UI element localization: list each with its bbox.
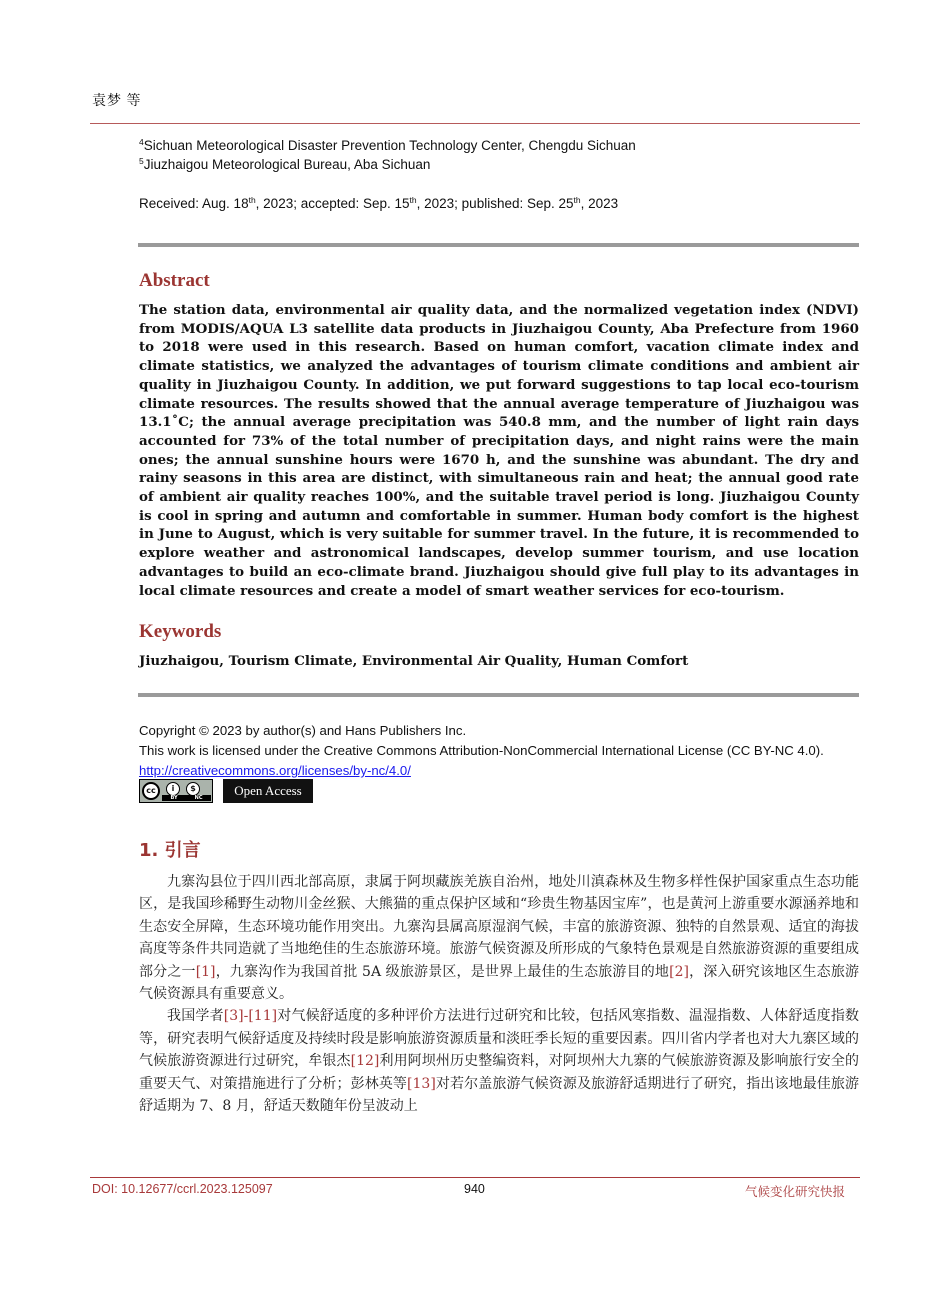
paragraph-text: 九寨沟县位于四川西北部高原，隶属于阿坝藏族羌族自治州，地处川滇森林及生物多样性保护国家重点生态功能区，是我国珍稀野生动物川金丝猴、大熊猫的重点保护区域和“珍贵生物基因宝库”，也是黄河上游重要水源涵养地和生态安全屏障，生态环境功能作用突出。九寨沟县属高原湿润气候，丰富的旅游资源、独特的自然景观、适宜的海拔高度等条件共同造就了当地绝佳的生态旅游环境。旅游气候资源及所形成的气象特色景观是自然旅游资源的重要组成部分之一 bbox=[139, 874, 859, 980]
keywords-text: Jiuzhaigou, Tourism Climate, Environmental Air Quality, Human Comfort bbox=[139, 653, 689, 669]
abstract-text: The station data, environmental air quality data, and the normalized vegetation index (NDVI) from MODIS/AQUA L3 satellite data products in Jiuzhaigou County, Aba Prefecture from 1960 to 2018 were used in this research. Based on human comfort, vacation climate index and climate statistics, we analyzed the advantages of tourism climate conditions and ambient air quality in Jiuzhaigou County. In addition, we put forward suggestions to tap local eco-tourism climate resources. The results showed that the annual average temperature of Jiuzhaigou was 13.1˚C; the annual average precipitation was 540.8 mm, and the number of light rain days accounted for 73% of the total number of precipitation days, and night rains were the main ones; the annual sunshine hours were 1670 h, and the sunshine was abundant. The dry and rainy seasons in this area are distinct, with simultaneous rain and heat; the annual good rate of ambient air quality reaches 100%, and the suitable travel period is long. Jiuzhaigou County is cool in spring and autumn and comfortable in summer. Human body comfort is the highest in June to August, which is very suitable for summer travel. In the future, it is recommended to explore weather and astronomical landscapes, develop summer tourism, and use location advantages to build an eco-climate brand. Jiuzhaigou should give full play to its advantages in local climate resources and create a model of smart weather services for eco-tourism. bbox=[139, 302, 859, 599]
paragraph-text: 我国学者 bbox=[167, 1008, 224, 1025]
intro-heading: 1. 引言 bbox=[139, 840, 201, 861]
cc-icon: cc bbox=[142, 782, 160, 800]
open-access-badge: Open Access bbox=[223, 779, 313, 803]
publication-dates: Received: Aug. 18th, 2023; accepted: Sep. 15th, 2023; published: Sep. 25th, 2023 bbox=[139, 195, 619, 211]
cc-license-strip: BY NC bbox=[162, 795, 211, 801]
section-divider bbox=[138, 243, 859, 247]
affiliation-5: $^5$Jiuzhaigou Meteorological Bureau, Aba Sichuan bbox=[139, 156, 431, 172]
citation-link[interactable]: [2] bbox=[669, 963, 689, 980]
paragraph-text: ，九寨沟作为我国首批 5A 级旅游景区，是世界上最佳的生态旅游目的地 bbox=[215, 963, 670, 980]
intro-paragraph-1 bbox=[139, 871, 859, 1005]
footer-doi: DOI: 10.12677/ccrl.2023.125097 bbox=[92, 1182, 273, 1196]
copyright-line: Copyright © 2023 by author(s) and Hans Publishers Inc. bbox=[139, 723, 467, 738]
header-rule bbox=[90, 123, 860, 124]
cc-by-nc-logo[interactable] bbox=[139, 779, 213, 803]
license-line: This work is licensed under the Creative Commons Attribution-NonCommercial International License (CC BY-NC 4.0). bbox=[139, 743, 824, 758]
paragraph-text: ，深入研究该地区生态旅游气候资源具有重要意义。 bbox=[139, 963, 860, 1003]
affiliation-4: $^4$Sichuan Meteorological Disaster Prevention Technology Center, Chengdu Sichuan bbox=[139, 137, 636, 153]
page-number: 940 bbox=[464, 1182, 485, 1196]
license-link[interactable]: http://creativecommons.org/licenses/by-nc/4.0/ bbox=[139, 763, 411, 778]
citation-link[interactable]: [13] bbox=[407, 1075, 436, 1092]
keywords-heading: Keywords bbox=[139, 621, 222, 642]
paragraph-text: 对若尔盖旅游气候资源及旅游舒适期进行了研究，指出该地最佳旅游舒适期为 7、8 月，舒适天数随年份呈波动上 bbox=[139, 1075, 860, 1115]
citation-link[interactable]: [12] bbox=[350, 1053, 380, 1070]
attribution-icon: i bbox=[166, 782, 180, 796]
intro-body bbox=[139, 871, 859, 1117]
copyright-block bbox=[139, 721, 824, 781]
intro-paragraph-2 bbox=[139, 1005, 859, 1117]
citation-link[interactable]: [1] bbox=[195, 963, 216, 980]
paragraph-text: 对气候舒适度的多种评价方法进行过研究和比较，包括风寒指数、温湿指数、人体舒适度指数等，研究表明气候舒适度及持续时段是影响旅游资源质量和淡旺季长短的重要因素。四川省内学者也对大九寨区域的气候旅游资源进行过研究，牟银杰 bbox=[139, 1008, 860, 1070]
noncommercial-icon: $ bbox=[186, 782, 200, 796]
running-header-author: 袁梦 等 bbox=[92, 94, 142, 109]
abstract-heading: Abstract bbox=[139, 270, 210, 291]
section-divider bbox=[138, 693, 859, 697]
citation-link[interactable]: [3]-[11] bbox=[223, 1008, 278, 1025]
footer-journal: 气候变化研究快报 bbox=[745, 1184, 846, 1199]
footer-rule bbox=[90, 1177, 860, 1178]
paragraph-text: 利用阿坝州历史整编资料，对阿坝州大九寨的气候旅游资源及影响旅行安全的重要天气、对策措施进行了分析；彭林英等 bbox=[139, 1053, 860, 1092]
